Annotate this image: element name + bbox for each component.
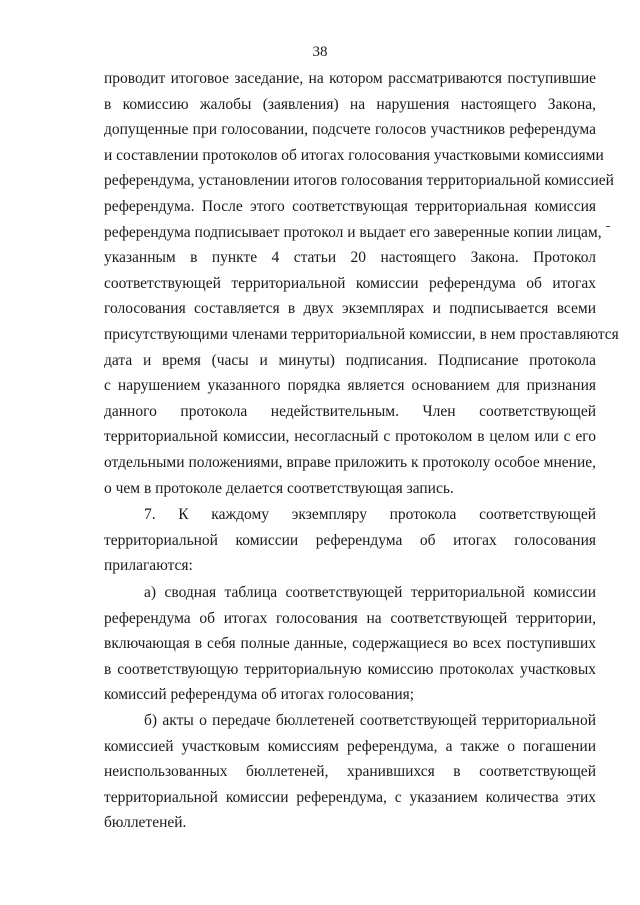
text-line: о чем в протоколе делается соответствующая запись. (104, 479, 454, 497)
text-line: в комиссию жалобы (заявления) на нарушения настоящего Закона, (104, 95, 596, 113)
text-line: данного протокола недействительным. Член соответствующей (104, 402, 596, 420)
text-line: прилагаются: (104, 557, 193, 575)
text-line: в соответствующую территориальную комиссию протоколах участковых (104, 660, 596, 678)
text-line: референдума об итогах голосования на соответствующей территории, (104, 609, 596, 627)
text-line: территориальной комиссии, несогласный с протоколом в целом или с его (104, 428, 596, 446)
text-line: голосования составляется в двух экземплярах и подписывается всеми (104, 300, 596, 318)
text-line: неиспользованных бюллетеней, хранившихся в соответствующей (104, 763, 596, 781)
text-line: присутствующими членами территориальной комиссии, в нем проставляются (104, 325, 619, 343)
scan-speck (606, 226, 610, 227)
paragraph-continuation (104, 66, 619, 501)
text-line: а) сводная таблица соответствующей территориальной комиссии (144, 584, 596, 601)
text-line: комиссией участковым комиссиям референдума, а также о погашении (104, 737, 596, 755)
text-line: дата и время (часы и минуты) подписания. Подписание протокола (104, 351, 596, 369)
text-line: референдума подписывает протокол и выдает его заверенные копии лицам, (104, 223, 602, 241)
page-number: 38 (312, 44, 328, 60)
text-line: референдума, установлении итогов голосования территориальной комиссией (104, 172, 614, 190)
text-line: б) акты о передаче бюллетеней соответствующей территориальной (144, 712, 596, 729)
paragraph-item-b (104, 708, 596, 836)
text-line: указанным в пункте 4 статьи 20 настоящего Закона. Протокол (104, 249, 596, 267)
text-line: отдельными положениями, вправе приложить к протоколу особое мнение, (104, 453, 596, 471)
text-line: территориальной комиссии референдума об итогах голосования (104, 531, 596, 549)
text-line: бюллетеней. (104, 814, 187, 832)
text-line: включающая в себя полные данные, содержащиеся во всех поступивших (104, 635, 596, 653)
paragraph-item-a (104, 580, 596, 708)
text-line: и составлении протоколов об итогах голосования участковыми комиссиями (104, 146, 604, 164)
text-line: 7. К каждому экземпляру протокола соответствующей (144, 506, 596, 523)
text-line: проводит итоговое заседание, на котором рассматриваются поступившие (104, 70, 596, 87)
text-line: соответствующей территориальной комиссии референдума об итогах (104, 274, 596, 292)
text-line: территориальной комиссии референдума, с указанием количества этих (104, 788, 596, 806)
text-line: с нарушением указанного порядка является основанием для признания (104, 377, 596, 395)
text-line: допущенные при голосовании, подсчете голосов участников референдума (104, 121, 596, 139)
text-line: референдума. После этого соответствующая территориальная комиссия (104, 197, 596, 215)
text-line: комиссий референдума об итогах голосования; (104, 686, 415, 704)
paragraph-item-7 (104, 502, 596, 579)
